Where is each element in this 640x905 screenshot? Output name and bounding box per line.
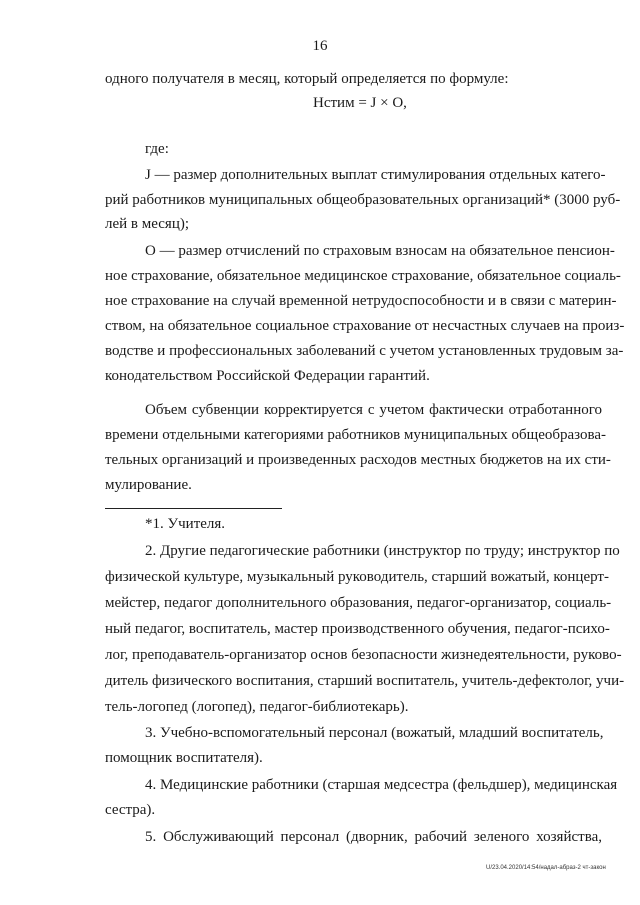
intro-line: одного получателя в месяц, который определяется по формуле: (105, 71, 509, 87)
text-line: 3. Учебно-вспомогательный персонал (вожатый, младший воспитатель, (145, 725, 604, 741)
text-line: лог, преподаватель-организатор основ безопасности жизнедеятельности, руково- (105, 647, 622, 663)
footer-stamp: U/23.04.2020/14:54/надал-абраз-2 чт-закон (486, 865, 606, 871)
text-line: мулирование. (105, 477, 192, 493)
text-line: рий работников муниципальных общеобразовательных организаций* (3000 руб- (105, 192, 621, 208)
page-number: 16 (312, 38, 328, 54)
where-label: где: (145, 141, 169, 157)
text-line: тель-логопед (логопед), педагог-библиотекарь). (105, 699, 409, 715)
text-line: лей в месяц); (105, 216, 190, 232)
text-line: ный педагог, воспитатель, мастер производственного обучения, педагог-психо- (105, 621, 610, 637)
text-line: ством, на обязательное социальное страхование от несчастных случаев на произ- (105, 318, 625, 334)
footnote-separator (105, 508, 282, 509)
text-line: тельных организаций и произведенных расходов местных бюджетов на их сти- (105, 452, 611, 468)
text-line: дитель физического воспитания, старший воспитатель, учитель-дефектолог, учи- (105, 673, 625, 689)
text-line: ное страхование, обязательное медицинское страхование, обязательное социаль- (105, 268, 621, 284)
text-line: водстве и профессиональных заболеваний с учетом установленных трудовым за- (105, 343, 624, 359)
text-line: мейстер, педагог дополнительного образования, педагог-организатор, социаль- (105, 595, 612, 611)
text-line: 4. Медицинские работники (старшая медсестра (фельдшер), медицинская (145, 777, 618, 793)
text-line: помощник воспитателя). (105, 750, 263, 766)
text-line: Объем субвенции корректируется с учетом фактически отработанного (145, 402, 602, 418)
text-line: 5. Обслуживающий персонал (дворник, рабочий зеленого хозяйства, (145, 829, 602, 845)
text-line: J — размер дополнительных выплат стимулирования отдельных катего- (145, 167, 606, 183)
text-line: ное страхование на случай временной нетрудоспособности и в связи с материн- (105, 293, 617, 309)
text-line: О — размер отчислений по страховым взносам на обязательное пенсион- (145, 243, 615, 259)
formula: Нстим = J × О, (313, 95, 407, 111)
text-line: сестра). (105, 802, 156, 818)
footnote-1: *1. Учителя. (145, 516, 226, 532)
text-line: физической культуре, музыкальный руководитель, старший вожатый, концерт- (105, 569, 609, 585)
text-line: 2. Другие педагогические работники (инструктор по труду; инструктор по (145, 543, 620, 559)
text-line: конодательством Российской Федерации гарантий. (105, 368, 430, 384)
text-line: времени отдельными категориями работников муниципальных общеобразова- (105, 427, 607, 443)
